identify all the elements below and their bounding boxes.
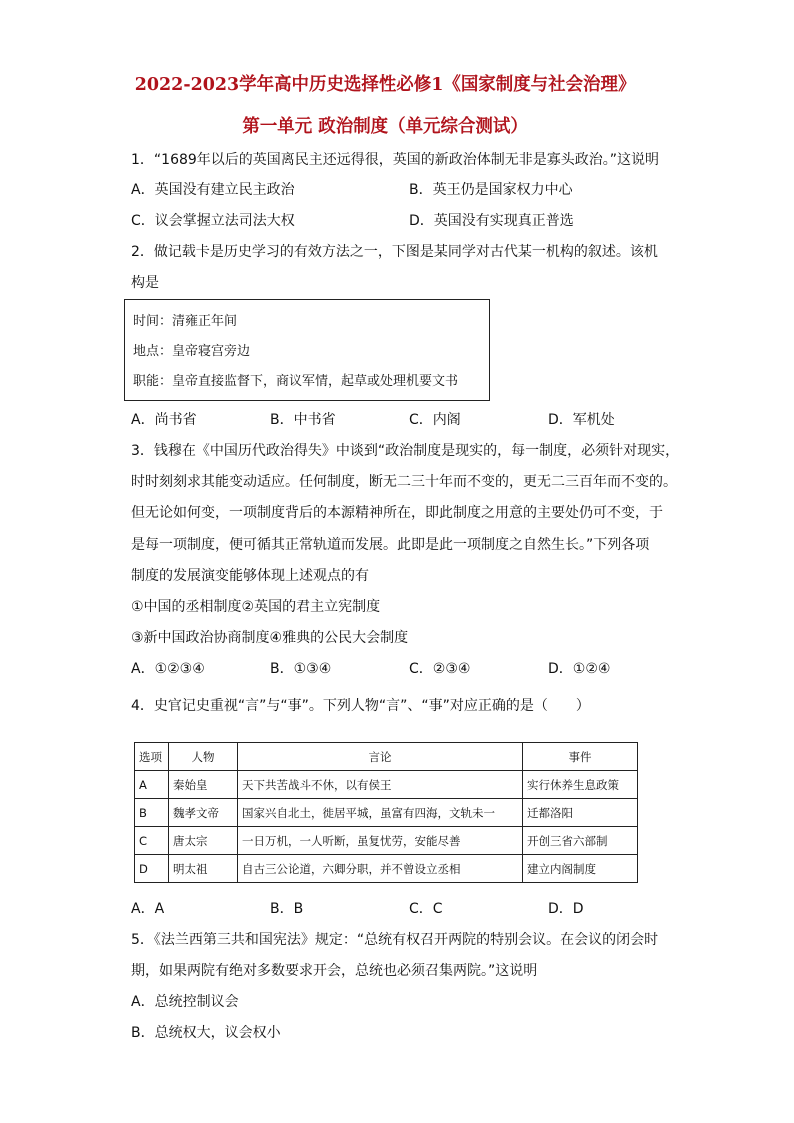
table-row [135, 799, 638, 827]
q5-option-b: B．总统权大，议会权小 [131, 1025, 281, 1041]
q5-stem-line-2: 期，如果两院有绝对多数要求开会，总统也必须召集两院。”这说明 [131, 963, 538, 979]
q2-record-card [124, 299, 490, 401]
q2-card-place: 地点：皇帝寝宫旁边 [133, 344, 251, 359]
table-row [135, 855, 638, 883]
q1-option-c: C．议会掌握立法司法大权 [131, 213, 295, 229]
column-header: 人物 [169, 743, 238, 771]
q4-option-a: A．A [131, 901, 165, 917]
table-cell: B [135, 799, 169, 827]
table-cell: 天下共苦战斗不休，以有侯王 [238, 771, 523, 799]
table-row [135, 771, 638, 799]
table-cell: 魏孝文帝 [169, 799, 238, 827]
q3-item-line-1: ①中国的丞相制度②英国的君主立宪制度 [131, 599, 381, 615]
table-cell: 自古三公论道，六卿分职，并不曾设立丞相 [238, 855, 523, 883]
table-cell: 唐太宗 [169, 827, 238, 855]
q2-option-a: A．尚书省 [131, 412, 197, 428]
q3-option-d: D．①②④ [548, 661, 611, 677]
column-header: 事件 [523, 743, 638, 771]
q5-stem-line-1: 5．《法兰西第三共和国宪法》规定：“总统有权召开两院的特别会议。在会议的闭会时 [131, 932, 659, 948]
table-cell: 建立内阁制度 [523, 855, 638, 883]
table-cell: D [135, 855, 169, 883]
q3-option-a: A．①②③④ [131, 661, 205, 677]
q1-option-d: D．英国没有实现真正普选 [409, 213, 574, 229]
q2-card-time: 时间：清雍正年间 [133, 314, 238, 329]
q2-card-function: 职能：皇帝直接监督下，商议军情，起草或处理机要文书 [133, 374, 459, 389]
table-cell: 一日万机，一人听断，虽复忧劳，安能尽善 [238, 827, 523, 855]
table-cell: 迁都洛阳 [523, 799, 638, 827]
column-header: 选项 [135, 743, 169, 771]
table-cell: 开创三省六部制 [523, 827, 638, 855]
q3-option-c: C．②③④ [409, 661, 471, 677]
q5-option-a: A．总统控制议会 [131, 994, 239, 1010]
table-cell: C [135, 827, 169, 855]
q1-option-a: A．英国没有建立民主政治 [131, 182, 295, 198]
q3-stem-line-1: 3．钱穆在《中国历代政治得失》中谈到“政治制度是现实的，每一制度，必须针对现实， [131, 443, 680, 459]
q4-option-d: D．D [548, 901, 584, 917]
q2-stem-line-2: 构是 [131, 275, 159, 291]
q4-option-c: C．C [409, 901, 443, 917]
table-cell: 秦始皇 [169, 771, 238, 799]
q1-option-b: B．英王仍是国家权力中心 [409, 182, 573, 198]
q3-option-b: B．①③④ [270, 661, 332, 677]
q4-table [134, 742, 638, 883]
table-cell: 国家兴自北土，徙居平城，虽富有四海，文轨未一 [238, 799, 523, 827]
q2-stem-line-1: 2．做记载卡是历史学习的有效方法之一，下图是某同学对古代某一机构的叙述。该机 [131, 244, 658, 260]
q1-stem: 1．“1689年以后的英国离民主还远得很，英国的新政治体制无非是寡头政治。”这说明 [131, 152, 660, 168]
q4-stem: 4．史官记史重视“言”与“事”。下列人物“言”、“事”对应正确的是（ ） [131, 698, 590, 714]
q3-stem-line-5: 制度的发展演变能够体现上述观点的有 [131, 568, 369, 584]
table-cell: A [135, 771, 169, 799]
q2-option-b: B．中书省 [270, 412, 336, 428]
unit-subtitle: 第一单元 政治制度（单元综合测试） [242, 116, 528, 137]
table-header-row [135, 743, 638, 771]
q4-option-b: B．B [270, 901, 304, 917]
q3-item-line-2: ③新中国政治协商制度④雅典的公民大会制度 [131, 630, 409, 646]
q3-stem-line-2: 时时刻刻求其能变动适应。任何制度，断无二三十年而不变的，更无二三百年而不变的。 [131, 474, 677, 490]
q3-stem-line-4: 是每一项制度，便可循其正常轨道而发展。此即是此一项制度之自然生长。”下列各项 [131, 537, 650, 553]
q2-option-c: C．内阁 [409, 412, 461, 428]
table-row [135, 827, 638, 855]
table-cell: 实行休养生息政策 [523, 771, 638, 799]
table-cell: 明太祖 [169, 855, 238, 883]
q2-option-d: D．军机处 [548, 412, 615, 428]
column-header: 言论 [238, 743, 523, 771]
q3-stem-line-3: 但无论如何变，一项制度背后的本源精神所在，即此制度之用意的主要处仍可不变，于 [131, 505, 663, 521]
exam-title: 2022-2023学年高中历史选择性必修1《国家制度与社会治理》 [134, 74, 636, 95]
